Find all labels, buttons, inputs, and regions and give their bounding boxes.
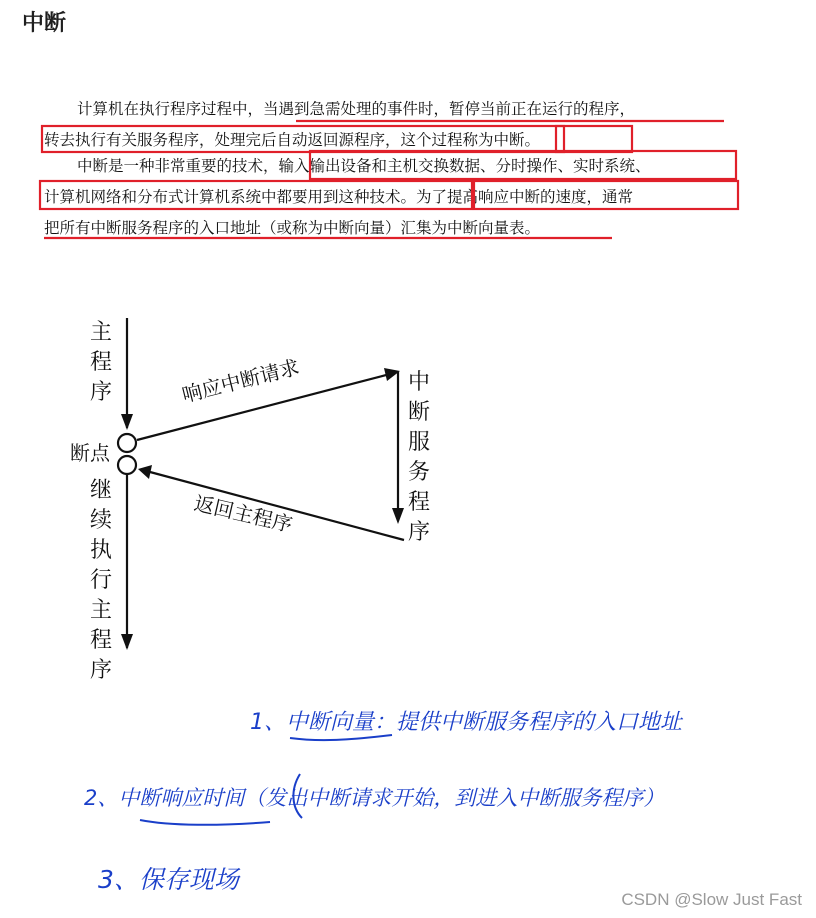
hand-underline-2	[140, 820, 270, 825]
paragraph-1-line-1: 计算机在执行程序过程中，当遇到急需处理的事件时，暂停当前正在运行的程序，	[77, 100, 636, 118]
paragraph-2-line-1: 中断是一种非常重要的技术，输入输出设备和主机交换数据、分时操作、实时系统、	[77, 157, 651, 175]
handwritten-note-2: 2、中断响应时间（发出中断请求开始，到进入中断服务程序）	[84, 786, 665, 810]
service-label: 中断服务程序	[407, 370, 430, 545]
breakpoint-label: 断点	[70, 441, 110, 465]
breakpoint-circle-bottom	[118, 456, 136, 474]
highlight-box-5	[474, 181, 738, 209]
paragraph-2-line-3: 把所有中断服务程序的入口地址（或称为中断向量）汇集为中断向量表。	[44, 219, 541, 237]
handwritten-note-1: 1、中断向量：提供中断服务程序的入口地址	[250, 710, 682, 735]
watermark: CSDN @Slow Just Fast	[621, 890, 802, 909]
request-label: 响应中断请求	[179, 354, 302, 408]
return-arrowhead	[138, 465, 152, 479]
continue-arrowhead	[121, 634, 133, 650]
red-highlight-marks	[40, 121, 738, 238]
highlight-box-1	[42, 126, 564, 152]
continue-label: 继续执行主程序	[89, 478, 112, 683]
handwritten-note-3: 3、保存现场	[98, 865, 239, 894]
highlight-box-4	[40, 181, 472, 209]
breakpoint-circle-top	[118, 434, 136, 452]
highlight-box-2	[556, 126, 632, 152]
return-label: 返回主程序	[191, 490, 295, 537]
page-title: 中断	[22, 11, 67, 36]
main-program-label: 主程序	[89, 320, 112, 405]
highlight-box-3	[310, 151, 736, 179]
main-program-arrowhead	[121, 414, 133, 430]
paragraph-2-line-2: 计算机网络和分布式计算机系统中都要用到这种技术。为了提高响应中断的速度，通常	[44, 188, 634, 206]
paragraph-1-line-2: 转去执行有关服务程序，处理完后自动返回源程序，这个过程称为中断。	[44, 131, 541, 149]
service-arrowhead	[392, 508, 404, 524]
